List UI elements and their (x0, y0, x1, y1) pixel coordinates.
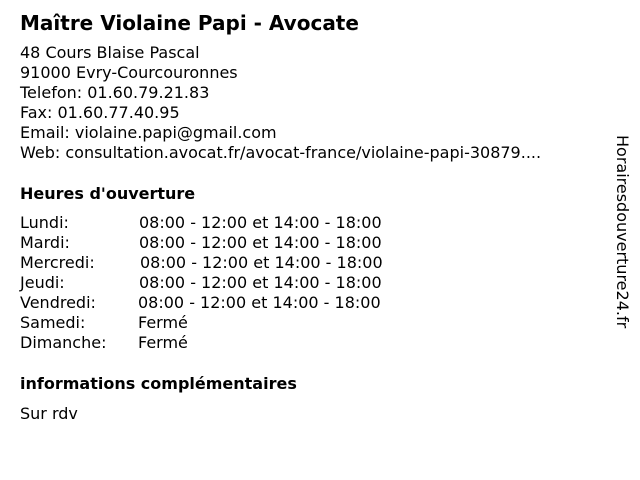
day-hours: 08:00 - 12:00 et 14:00 - 18:00 (140, 253, 383, 272)
day-label: Samedi: (20, 313, 86, 332)
day-hours: Fermé (138, 313, 188, 332)
day-label: Vendredi: (20, 293, 96, 312)
day-label: Jeudi: (20, 273, 65, 292)
info-heading: informations complémentaires (20, 374, 297, 393)
hours-heading: Heures d'ouverture (20, 184, 196, 203)
watermark-text: Horairesdouverture24.fr (613, 135, 632, 329)
fax-number: Fax: 01.60.77.40.95 (20, 103, 180, 122)
email-address: Email: violaine.papi@gmail.com (20, 123, 277, 142)
watermark (612, 135, 632, 345)
address-street: 48 Cours Blaise Pascal (20, 43, 200, 62)
phone-number: Telefon: 01.60.79.21.83 (20, 83, 210, 102)
day-hours: 08:00 - 12:00 et 14:00 - 18:00 (139, 273, 382, 292)
info-text: Sur rdv (20, 404, 78, 423)
day-hours: 08:00 - 12:00 et 14:00 - 18:00 (139, 233, 382, 252)
day-label: Mardi: (20, 233, 70, 252)
address-city: 91000 Evry-Courcouronnes (20, 63, 238, 82)
website-url: Web: consultation.avocat.fr/avocat-france/violaine-papi-30879.... (20, 143, 542, 162)
page-title: Maître Violaine Papi - Avocate (20, 11, 359, 35)
day-hours: 08:00 - 12:00 et 14:00 - 18:00 (138, 293, 381, 312)
day-label: Mercredi: (20, 253, 95, 272)
day-hours: Fermé (138, 333, 188, 352)
day-hours: 08:00 - 12:00 et 14:00 - 18:00 (139, 213, 382, 232)
contact-block (20, 43, 541, 163)
day-label: Dimanche: (20, 333, 107, 352)
day-label: Lundi: (20, 213, 69, 232)
